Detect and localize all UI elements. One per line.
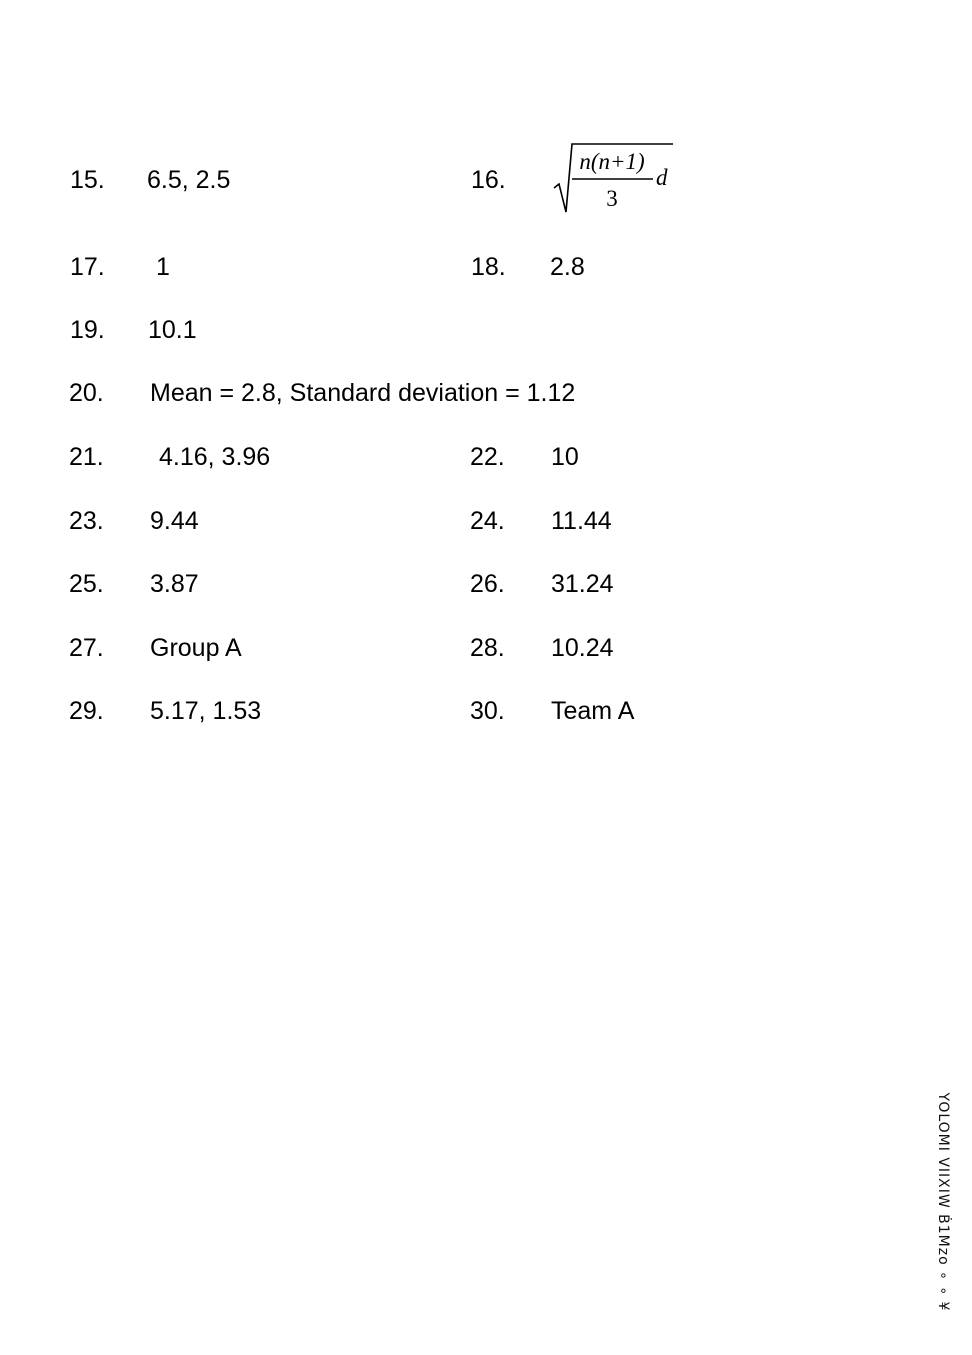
answer-number-27: 27. — [69, 634, 104, 662]
answer-number-18: 18. — [471, 253, 506, 281]
answer-value-25: 3.87 — [150, 570, 199, 598]
margin-watermark — [928, 1092, 958, 1312]
answer-number-26: 26. — [470, 570, 505, 598]
answer-value-23: 9.44 — [150, 507, 199, 535]
answer-number-20: 20. — [69, 379, 104, 407]
answer-value-27: Group A — [150, 634, 242, 662]
fraction-denominator: 3 — [606, 186, 618, 211]
answer-value-22: 10 — [551, 443, 579, 471]
fraction-numerator: n(n+1) — [579, 149, 645, 174]
answer-value-17: 1 — [156, 253, 170, 281]
answer-number-24: 24. — [470, 507, 505, 535]
answer-number-28: 28. — [470, 634, 505, 662]
margin-watermark-text: YOLOMI VIIXIW Ḃ1Mzo ∘ ∘ ¥ — [935, 1092, 951, 1312]
answer-value-21: 4.16, 3.96 — [159, 443, 271, 471]
answer-value-15: 6.5, 2.5 — [147, 166, 231, 194]
answer-number-23: 23. — [69, 507, 104, 535]
answer-value-28: 10.24 — [551, 634, 614, 662]
factor-d: d — [656, 165, 668, 190]
answer-number-21: 21. — [69, 443, 104, 471]
answer-number-19: 19. — [70, 316, 105, 344]
answer-number-25: 25. — [69, 570, 104, 598]
answer-value-24: 11.44 — [551, 507, 612, 535]
answer-number-16: 16. — [471, 166, 506, 194]
answer-formula-16 — [552, 140, 677, 214]
answer-value-20: Mean = 2.8, Standard deviation = 1.12 — [150, 379, 576, 407]
sqrt-formula-graphic — [552, 140, 677, 214]
answer-number-30: 30. — [470, 697, 505, 725]
answer-value-26: 31.24 — [551, 570, 614, 598]
answer-number-15: 15. — [70, 166, 105, 194]
answer-number-22: 22. — [470, 443, 505, 471]
answer-value-19: 10.1 — [148, 316, 197, 344]
answer-number-29: 29. — [69, 697, 104, 725]
answer-value-18: 2.8 — [550, 253, 585, 281]
answer-value-29: 5.17, 1.53 — [150, 697, 262, 725]
answer-number-17: 17. — [70, 253, 105, 281]
answer-value-30: Team A — [551, 697, 635, 725]
